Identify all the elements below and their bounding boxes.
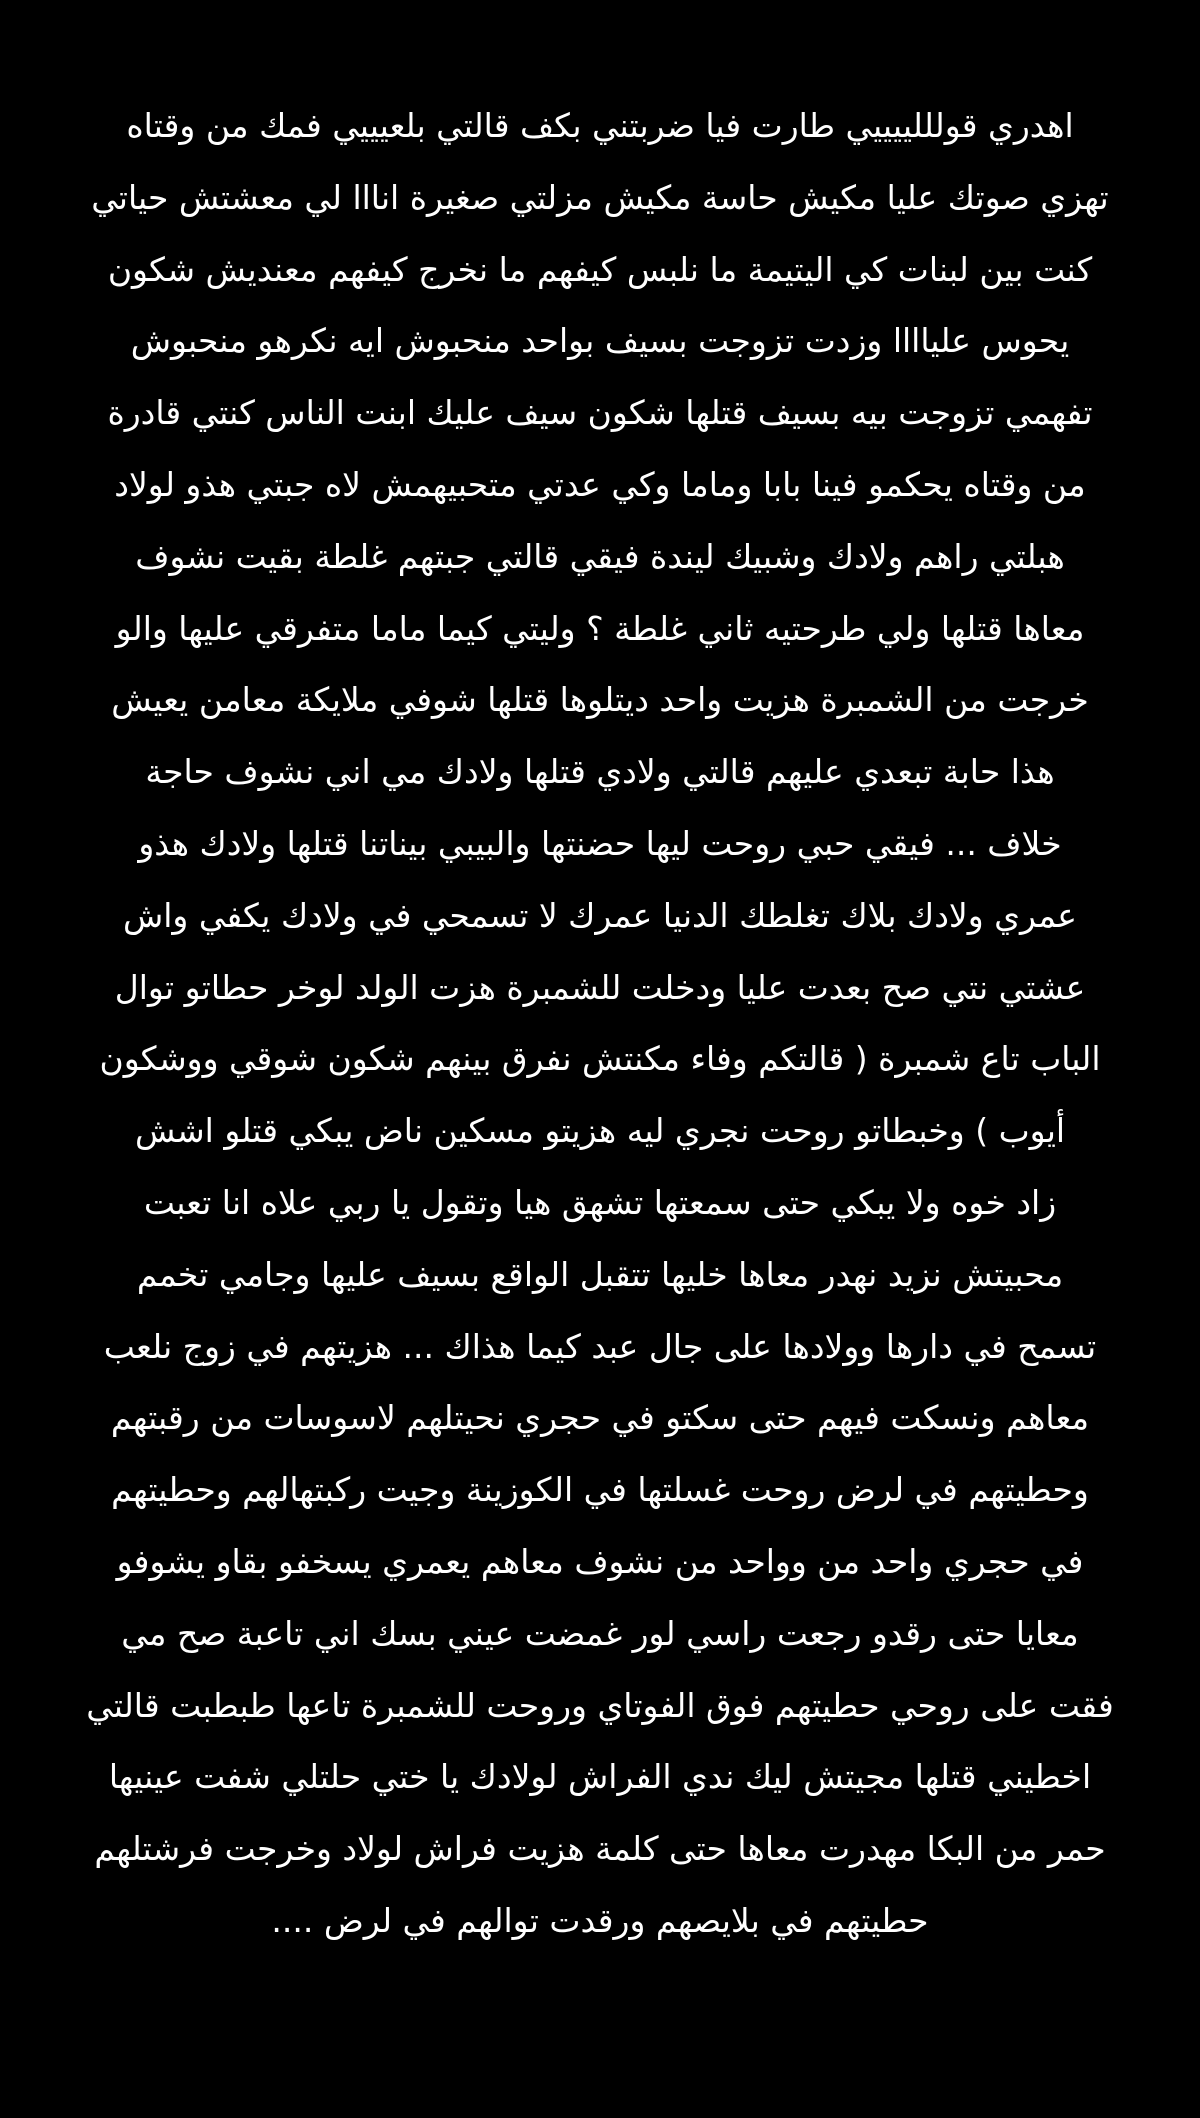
story-line: وحطيتهم في لرض روحت غسلتها في الكوزينة وجيت ركبتهالهم وحطيتهم [111, 1470, 1089, 1510]
story-text [80, 90, 1120, 1957]
story-line: حطيتهم في بلايصهم ورقدت توالهم في لرض .... [271, 1900, 929, 1940]
story-line: يحوس علياااا وزدت تزوجت بسيف بواحد منحبوش ايه نكرهو منحبوش [130, 321, 1070, 361]
story-line: حمر من البكا مهدرت معاها حتى كلمة هزيت فراش لولاد وخرجت فرشتلهم [94, 1829, 1106, 1869]
story-line: هبلتي راهم ولادك وشبيك ليندة فيقي قالتي جبتهم غلطة بقيت نشوف [135, 536, 1065, 576]
story-line: من وقتاه يحكمو فينا بابا وماما وكي عدتي متحبيهمش لاه جبتي هذو لولاد [114, 464, 1086, 504]
story-line: محبيتش نزيد نهدر معاها خليها تتقبل الواقع بسيف عليها وجامي تخمم [136, 1254, 1064, 1294]
story-line: تسمح في دارها وولادها على جال عبد كيما هذاك ... هزيتهم في زوج نلعب [103, 1326, 1097, 1366]
story-line: تهزي صوتك عليا مكيش حاسة مكيش مزلتي صغيرة انااا لي معشتش حياتي [91, 177, 1109, 217]
story-line: في حجري واحد من وواحد من نشوف معاهم يعمري يسخفو بقاو يشوفو [116, 1541, 1084, 1581]
story-line: عمري ولادك بلاك تغلطك الدنيا عمرك لا تسمحي في ولادك يكفي واش [122, 895, 1077, 935]
story-line: اهدري قولللييييي طارت فيا ضربتني بكف قالتي بلعيييي فمك من وقتاه [126, 106, 1074, 145]
story-line: هذا حابة تبعدي عليهم قالتي ولادي قتلها ولادك مي اني نشوف حاجة [145, 752, 1055, 792]
story-line: عشتي نتي صح بعدت عليا ودخلت للشمبرة هزت الولد لوخر حطاتو توال [114, 967, 1086, 1007]
story-line: زاد خوه ولا يبكي حتى سمعتها تشهق هيا وتقول يا ربي علاه انا تعبت [143, 1182, 1057, 1222]
story-line: أيوب ) وخبطاتو روحت نجري ليه هزيتو مسكين ناض يبكي قتلو اشش [134, 1111, 1066, 1151]
story-line: معايا حتى رقدو رجعت راسي لور غمضت عيني بسك اني تاعبة صح مي [121, 1613, 1079, 1653]
story-line: معاهم ونسكت فيهم حتى سكتو في حجري نحيتلهم لاسوسات من رقبتهم [110, 1398, 1090, 1438]
story-line: الباب تاع شمبرة ( قالتكم وفاء مكنتش نفرق بينهم شكون شوقي ووشكون [99, 1039, 1101, 1079]
story-line: كنت بين لبنات كي اليتيمة ما نلبس كيفهم ما نخرج كيفهم معنديش شكون [107, 249, 1093, 289]
story-line: خرجت من الشمبرة هزيت واحد ديتلوها قتلها شوفي ملايكة معامن يعيش [111, 680, 1089, 720]
story-line: معاها قتلها ولي طرحتيه ثاني غلطة ؟ وليتي كيما ماما متفرقي عليها والو [115, 608, 1085, 648]
story-line: فقت على روحي حطيتهم فوق الفوتاي وروحت للشمبرة تاعها طبطبت قالتي [86, 1685, 1114, 1725]
story-line: اخطيني قتلها مجيتش ليك ندي الفراش لولادك يا ختي حلتلي شفت عينيها [108, 1757, 1092, 1797]
story-line: تفهمي تزوجت بيه بسيف قتلها شكون سيف عليك ابنت الناس كنتي قادرة [107, 393, 1093, 433]
story-line: خلاف ... فيقي حبي روحت ليها حضنتها والبيبي بيناتنا قتلها ولادك هذو [138, 823, 1062, 863]
